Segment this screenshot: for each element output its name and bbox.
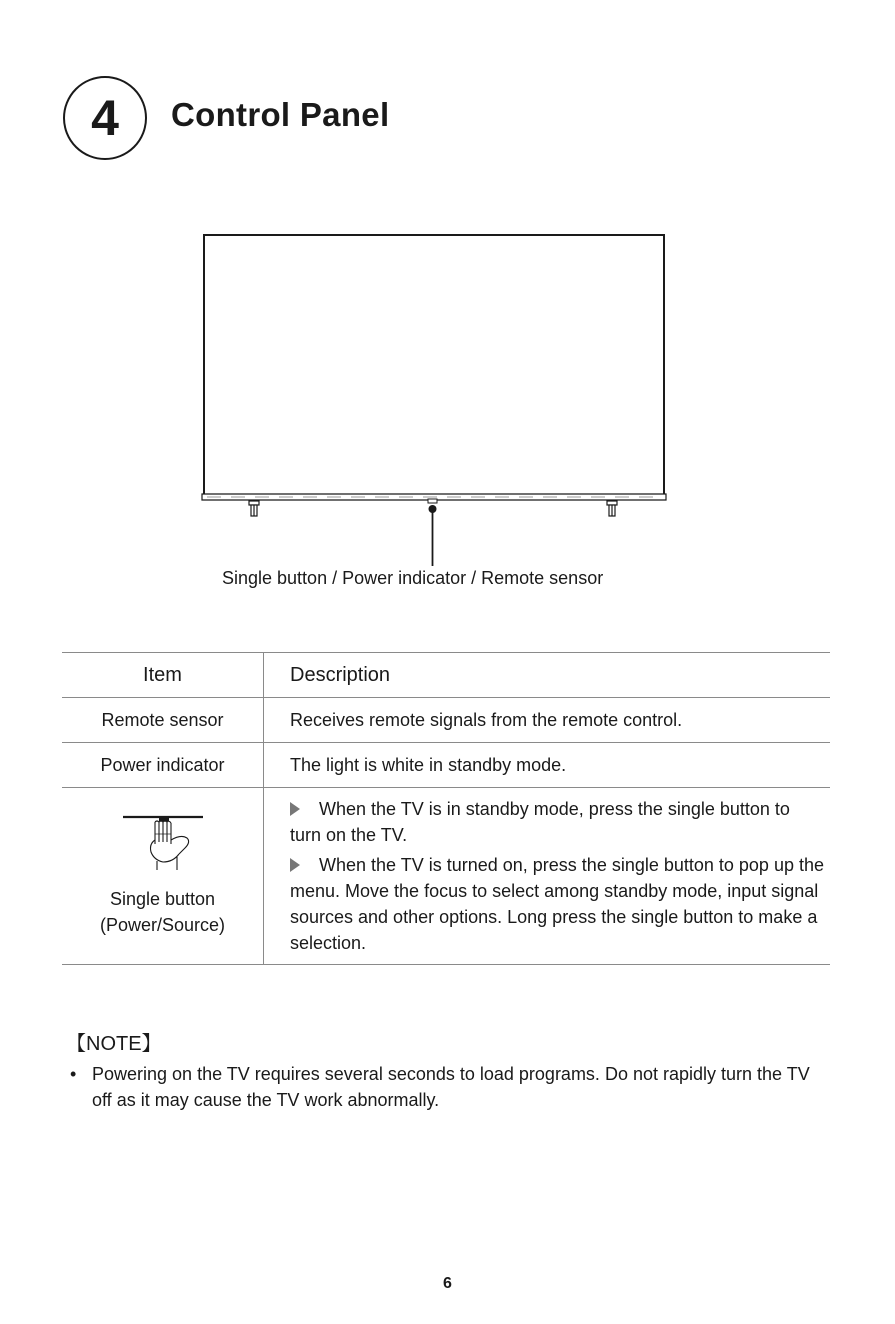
single-button-description (264, 788, 831, 965)
hand-press-icon (121, 814, 205, 874)
row-item: Power indicator (62, 743, 264, 788)
arrow-bullet-icon (290, 858, 303, 872)
row-description: The light is white in standby mode. (290, 754, 567, 775)
note-item: • Powering on the TV requires several seconds to load programs. Do not rapidly turn the TV off as it may cause the TV work abnormally. (70, 1061, 830, 1113)
arrow-bullet-icon (290, 802, 303, 816)
table-row (62, 788, 830, 965)
section-number: 4 (91, 90, 119, 146)
single-button-label: Single button (109, 889, 216, 909)
tv-outline-icon (195, 228, 675, 568)
figure-caption: Single button / Power indicator / Remote sensor (222, 568, 604, 588)
single-button-cell (62, 788, 264, 965)
table-row (62, 698, 830, 743)
row-item: Remote sensor (62, 698, 264, 743)
control-table (62, 652, 830, 965)
table-header-row (62, 653, 830, 698)
single-button-sublabel: (Power/Source) (99, 915, 226, 935)
note-list (70, 1061, 830, 1113)
note-heading: 【NOTE】 (66, 1033, 162, 1055)
page-number: 6 (443, 1275, 452, 1292)
description-paragraph: When the TV is turned on, press the single button to pop up the menu. Move the focus to select among standby mode, input signal sources and other options. Long press the single button to make a selection. (290, 855, 824, 953)
table-row (62, 743, 830, 788)
row-description: Receives remote signals from the remote control. (290, 709, 683, 730)
column-header-description: Description (290, 663, 391, 686)
section-number-circle (63, 76, 147, 160)
description-paragraph: When the TV is in standby mode, press the single button to turn on the TV. (290, 799, 790, 845)
column-header-item: Item (62, 653, 264, 698)
page-title: Control Panel (171, 96, 390, 133)
